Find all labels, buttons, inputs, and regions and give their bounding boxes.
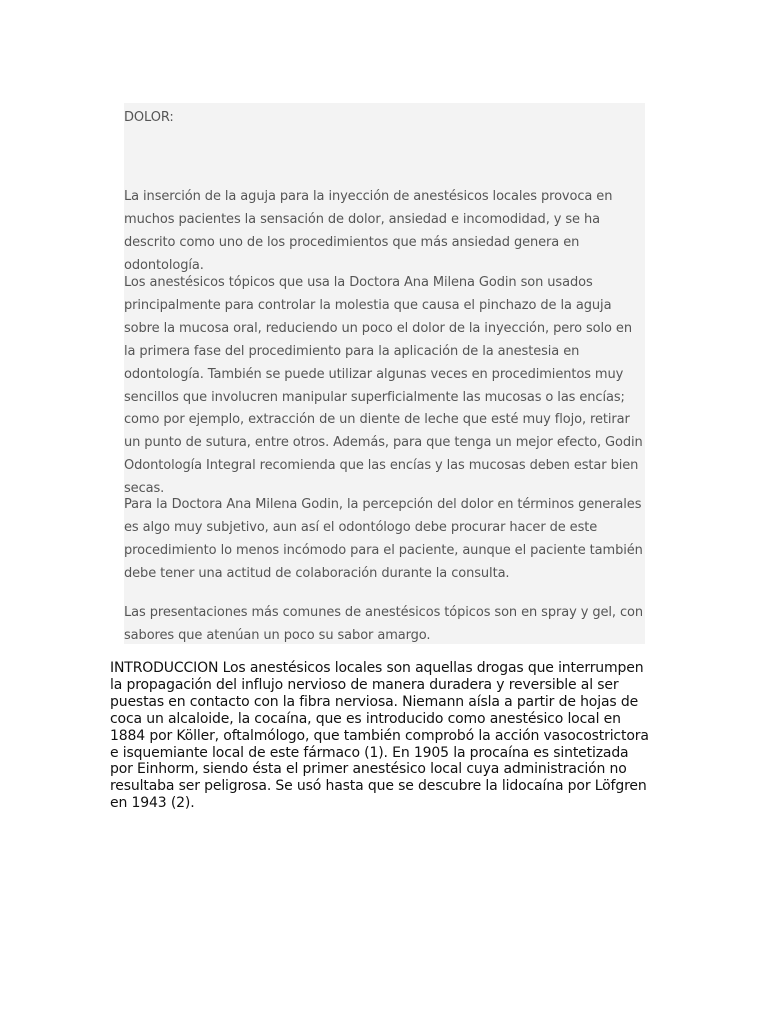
paragraph-4: Las presentaciones más comunes de anestésicos tópicos son en spray y gel, con sabores que atenúan un poco su sabor amargo. xyxy=(124,605,644,643)
introduction-paragraph: INTRODUCCION Los anestésicos locales son aquellas drogas que interrumpen la propagación del influjo nervioso de manera duradera y reversible al ser puestas en contacto con la fibra nerviosa. Niemann aísla a partir de hojas de coca un alcaloide, la cocaína, que es introducido como anestésico local en 1884 por Köller, oftalmólogo, que también comprobó la acción vasocostrictora e isquemiante local de este fármaco (1). En 1905 la procaína es sintetizada por Einhorm, siendo ésta el primer anestésico local cuya administración no resultaba ser peligrosa. Se usó hasta que se descubre la lidocaína por Löfgren en 1943 (2). xyxy=(110,660,649,812)
paragraph-2: Los anestésicos tópicos que usa la Doctora Ana Milena Godin son usados principalmente para controlar la molestia que causa el pinchazo de la aguja sobre la mucosa oral, reduciendo un poco el dolor de la inyección, pero solo en la primera fase del procedimiento para la aplicación de la anestesia en odontología. También se puede utilizar algunas veces en procedimientos muy sencillos que involucren manipular superficialmente las mucosas o las encías; como por ejemplo, extracción de un diente de leche que esté muy flojo, retirar un punto de sutura, entre otros. Además, para que tenga un mejor efecto, Godin Odontología Integral recomienda que las encías y las mucosas deben estar bien secas. xyxy=(124,275,643,497)
paragraph-3: Para la Doctora Ana Milena Godin, la percepción del dolor en términos generales es algo muy subjetivo, aun así el odontólogo debe procurar hacer de este procedimiento lo menos incómodo para el paciente, aunque el paciente también debe tener una actitud de colaboración durante la consulta. xyxy=(124,497,643,581)
section-heading: DOLOR: xyxy=(124,110,174,125)
paragraph-1: La inserción de la aguja para la inyección de anestésicos locales provoca en muchos pacientes la sensación de dolor, ansiedad e incomodidad, y se ha descrito como uno de los procedimientos que más ansiedad genera en odontología. xyxy=(124,189,613,273)
